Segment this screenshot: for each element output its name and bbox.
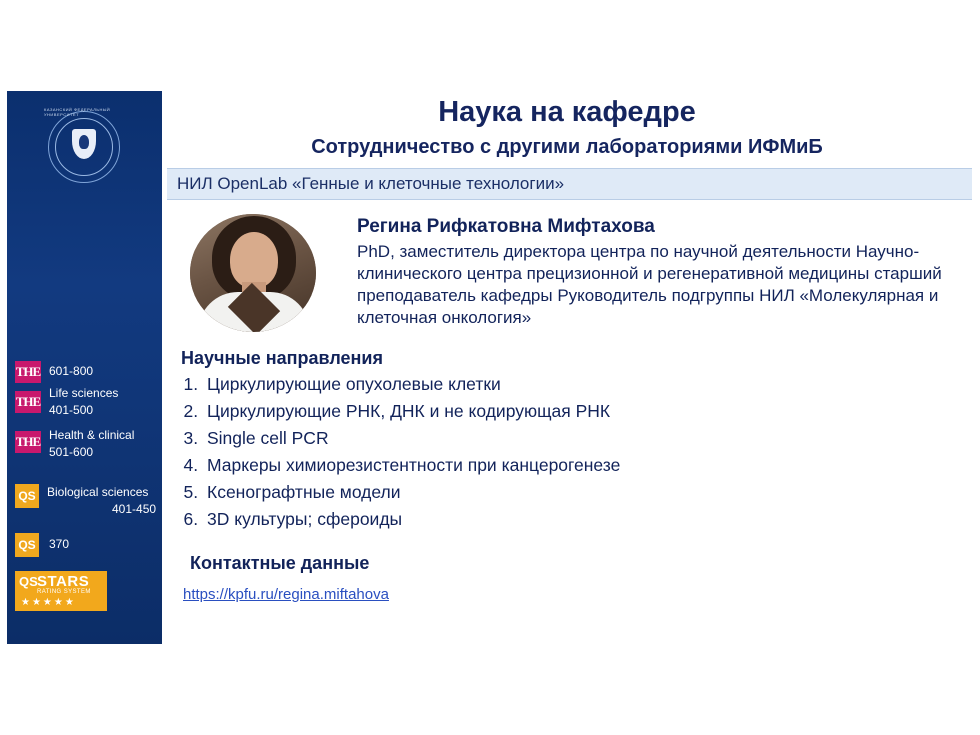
directions-heading: Научные направления	[181, 348, 383, 368]
contact-link[interactable]: https://kpfu.ru/regina.miftahova	[183, 586, 389, 603]
list-item: 6. 3D культуры; сфероиды	[203, 506, 963, 533]
qs-stars-rating-icon: ★★★★★	[21, 597, 76, 608]
qs-stars-subtitle: RATING SYSTEM	[37, 589, 91, 595]
the-logo-icon-1: THE	[15, 361, 41, 383]
list-item: 3. Single cell PCR	[203, 425, 963, 452]
ranking-value-1: 601-800	[49, 364, 94, 378]
ranking-caption-4: Biological sciences	[47, 485, 149, 499]
person-avatar	[190, 214, 316, 332]
qs-logo-icon-2: QS	[15, 533, 39, 557]
list-item: 2. Циркулирующие РНК, ДНК и не кодирующая РНК	[203, 398, 963, 425]
ranking-value-3: 501-600	[49, 445, 94, 459]
ranking-caption-2: Life sciences	[49, 386, 119, 400]
avatar-face	[230, 232, 278, 288]
directions-list	[181, 371, 963, 533]
page-title: Наука на кафедре	[438, 96, 696, 128]
the-logo-icon-2: THE	[15, 391, 41, 413]
lab-banner-label: НИЛ OpenLab «Генные и клеточные технологии»	[177, 174, 565, 193]
ranking-value-4: 401-450	[112, 502, 157, 516]
sidebar	[7, 91, 162, 644]
list-item: 4. Маркеры химиорезистентности при канцерогенезе	[203, 452, 963, 479]
list-item: 5. Ксенографтные модели	[203, 479, 963, 506]
qs-logo-icon-1: QS	[15, 484, 39, 508]
ranking-value-5: 370	[49, 537, 70, 551]
crest-text: КАЗАНСКИЙ ФЕДЕРАЛЬНЫЙ УНИВЕРСИТЕТ	[44, 107, 111, 117]
page-subtitle: Сотрудничество с другими лабораториями ИФМиБ	[311, 136, 823, 158]
university-crest-icon	[44, 107, 124, 187]
the-logo-icon-3: THE	[15, 431, 41, 453]
qs-stars-title: STARS	[37, 573, 90, 590]
ranking-value-2: 401-500	[49, 403, 94, 417]
qs-stars-qs-label: QS	[19, 574, 38, 589]
person-name: Регина Рифкатовна Мифтахова	[357, 216, 655, 237]
ranking-caption-3: Health & clinical	[49, 428, 135, 442]
person-description: PhD, заместитель директора центра по научной деятельности Научно-клинического центра прецизионной и регенеративной медицины старший преподаватель кафедры Руководитель подгруппы НИЛ «Молекулярная и клеточная онкология»	[357, 242, 942, 327]
contacts-heading: Контактные данные	[190, 553, 370, 573]
lab-banner	[167, 168, 972, 200]
list-item: 1. Циркулирующие опухолевые клетки	[203, 371, 963, 398]
qs-stars-badge	[15, 571, 107, 611]
